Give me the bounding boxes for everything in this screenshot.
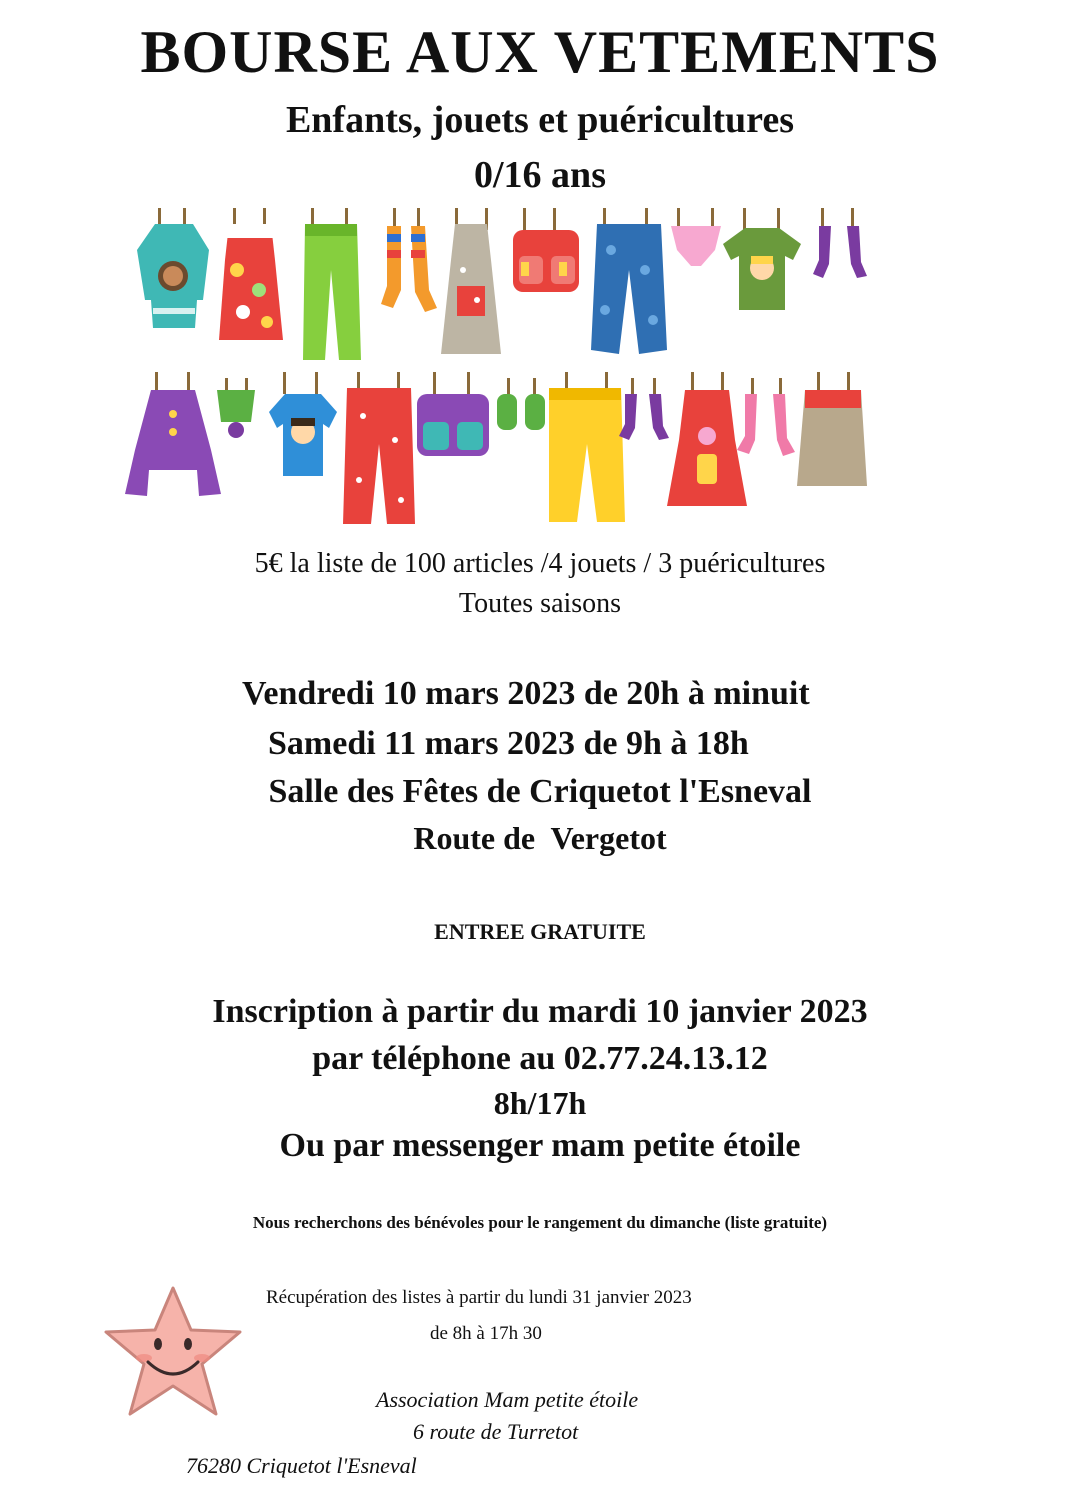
registration-hours: 8h/17h	[493, 1085, 587, 1121]
overalls-beige	[441, 208, 501, 354]
volunteers-notice: Nous recherchons des bénévoles pour le rangement du dimanche (liste gratuite)	[252, 1213, 828, 1232]
event-date-friday: Vendredi 10 mars 2023 de 20h à minuit	[242, 675, 810, 712]
pants-green	[303, 208, 361, 360]
event-road: Route de Vergetot	[413, 820, 667, 856]
socks-rainbow	[381, 208, 437, 312]
poster-subtitle: Enfants, jouets et puéricultures	[285, 99, 795, 141]
pants-red-hearts	[343, 372, 415, 524]
skirt-khaki	[797, 372, 867, 486]
registration-start: Inscription à partir du mardi 10 janvier 2023	[212, 993, 868, 1030]
recovery-date: Récupération des listes à partir du lundi 31 janvier 2023	[266, 1287, 692, 1308]
smiling-star-icon	[98, 1282, 248, 1422]
socks-pink	[737, 378, 795, 456]
underwear-pink	[671, 208, 721, 266]
tshirt-green	[723, 208, 801, 310]
free-entry: ENTREE GRATUITE	[434, 919, 646, 944]
seasons-info: Toutes saisons	[458, 588, 622, 619]
backpack-purple	[417, 372, 489, 456]
sweater-teal	[137, 208, 209, 328]
tshirt-blue	[269, 372, 337, 476]
price-info: 5€ la liste de 100 articles /4 jouets / 3 puéricultures	[254, 548, 826, 579]
dress-red-flower	[667, 372, 747, 506]
poster-title: BOURSE AUX VETEMENTS	[140, 19, 940, 85]
age-range: 0/16 ans	[474, 154, 606, 196]
pants-yellow	[549, 372, 625, 522]
pants-blue-pattern	[591, 208, 667, 354]
socks-purple	[813, 208, 867, 278]
association-name: Association Mam petite étoile	[376, 1387, 639, 1412]
socks-purple-small	[619, 378, 669, 440]
mittens-green	[497, 378, 545, 430]
event-date-saturday: Samedi 11 mars 2023 de 9h à 18h	[268, 725, 749, 762]
dress-floral	[219, 208, 283, 340]
association-street: 6 route de Turretot	[413, 1419, 579, 1444]
recovery-hours: de 8h à 17h 30	[430, 1323, 542, 1344]
backpack-red	[513, 208, 579, 292]
hat-green	[217, 378, 255, 438]
clothesline-icon	[125, 200, 870, 530]
association-city: 76280 Criquetot l'Esneval	[186, 1453, 417, 1478]
registration-phone: par téléphone au 02.77.24.13.12	[312, 1040, 768, 1077]
coat-purple	[125, 372, 221, 496]
registration-messenger: Ou par messenger mam petite étoile	[279, 1127, 801, 1164]
event-venue: Salle des Fêtes de Criquetot l'Esneval	[268, 773, 812, 810]
